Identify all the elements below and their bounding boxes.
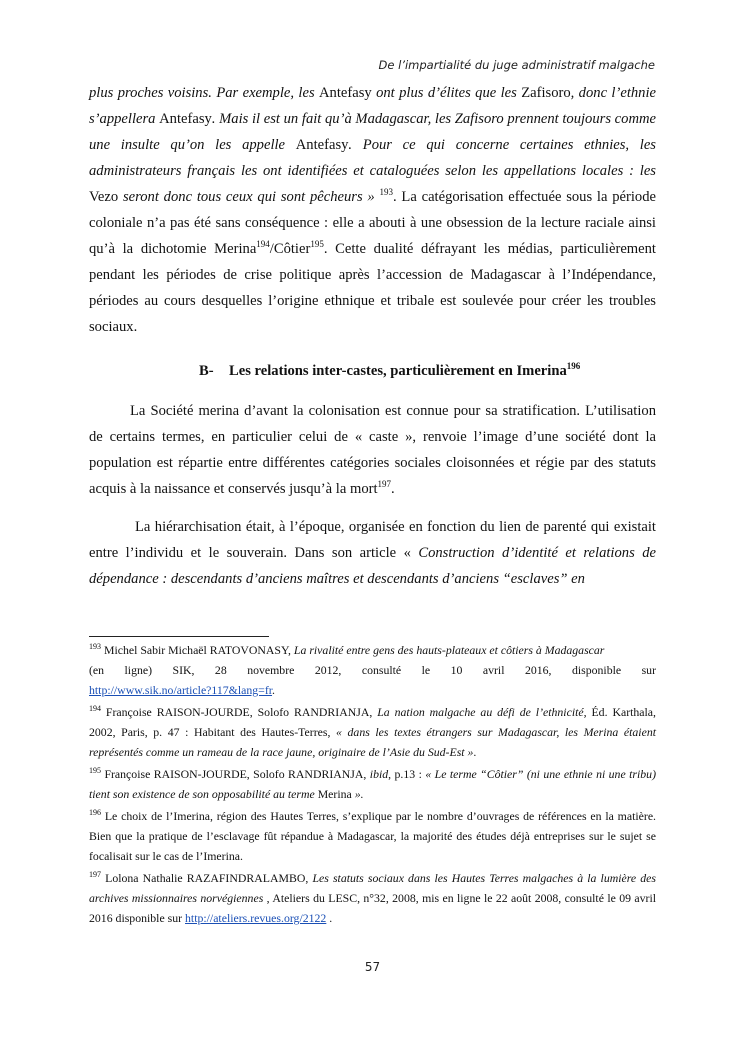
paragraph-1: plus proches voisins. Par exemple, les Antefasy ont plus d’élites que les Zafisoro, donc l’ethnie s’appellera Antefasy. Mais il est un fait qu’à Madagascar, les Zafisoro prennent toujours comme une insulte qu’on les appelle Antefasy. Pour ce qui concerne certaines ethnies, les administrateurs français les ont identifiées et cataloguées selon les appellations locales : les Vezo seront donc tous ceux qui sont pêcheurs » $^{193}$. La catégorisation effectuée sous la période coloniale n’a pas été sans conséquence : elle a abouti à une obsession de la lecture raciale ainsi qu’à la dichotomie Merina$^{194}$/Côtier$^{195}$. Cette dualité défrayant les médias, particulièrement pendant les périodes de crise politique après l’accession de Madagascar à l’Indépendance, périodes au cours desquelles l’origine ethnique et tribale est soulevée pour créer les troubles sociaux.: [89, 85, 657, 335]
paragraph-3: La hiérarchisation était, à l’époque, organisée en fonction du lien de parenté qui existait entre l’individu et le souverain. Dans son article « Construction d’identité et relations de dépendance : descendants d’anciens maîtres et descendants d’anciens “esclaves” en: [89, 519, 656, 587]
footnote-194: $^{194}$ Françoise RAISON-JOURDE, Solofo RANDRIANJA, La nation malgache au défi de l’ethnicité, Éd. Karthala, 2002, Paris, p. 47 : Habitant des Hautes-Terres, « dans les textes étrangers sur Madagascar, les Merina étaient représentés comme un rameau de la race jaune, originaire de l’Asie du Sud-Est ».: [89, 704, 656, 759]
footnote-ref-197[interactable]: 197: [377, 479, 392, 490]
footnote-link-sik[interactable]: http://www.sik.no/article?117&lang=fr: [89, 683, 273, 697]
footnote-ref-195[interactable]: 195: [310, 239, 324, 250]
footnotes: [89, 640, 656, 930]
footnote-link-ateliers[interactable]: http://ateliers.revues.org/2122: [185, 911, 327, 925]
footnote-195: $^{195}$ Françoise RAISON-JOURDE, Solofo RANDRIANJA, ibid, p.13 : « Le terme “Côtier” (ni une ethnie ni une tribu) tient son existence de son opposabilité au terme Merina ».: [89, 766, 656, 801]
paragraph-2: La Société merina d’avant la colonisation est connue pour sa stratification. L’utilisation de certains termes, en particulier celui de « caste », renvoie l’image d’une société dont la population est répartie entre différentes catégories sociales cloisonnées et régie par des statuts acquis à la naissance et conservés jusqu’à la mort$^{197}$.: [89, 403, 656, 497]
main-text: [89, 80, 656, 592]
footnote-ref-193[interactable]: 193: [379, 187, 393, 198]
footnote-196: $^{196}$ Le choix de l’Imerina, région des Hautes Terres, s’explique par le nombre d’ouvrages de références en la matière. Bien que la pratique de l’esclavage fût répandue à Madagascar, la majorité des études déjà entreprises sur le sujet se focalisait sur le cas de l’Imerina.: [89, 808, 657, 863]
page-number: 57: [364, 960, 381, 974]
section-heading: B- Les relations inter-castes, particulièrement en Imerina$^{196}$: [199, 361, 581, 379]
footnote-separator: [89, 636, 269, 637]
running-header: De l’impartialité du juge administratif malgache: [378, 58, 655, 72]
footnote-ref-196[interactable]: 196: [566, 361, 581, 372]
footnote-193: $^{193}$ Michel Sabir Michaël RATOVONASY, La rivalité entre gens des hauts-plateaux et côtiers à Madagascar (en ligne) SIK, 28 novembre 2012, consulté le 10 avril 2016, disponible sur http://www.sik.no/article?117&lang=fr.: [89, 642, 656, 697]
footnote-ref-194[interactable]: 194: [256, 239, 270, 250]
footnote-197: $^{197}$ Lolona Nathalie RAZAFINDRALAMBO, Les statuts sociaux dans les Hautes Terres malgaches à la lumière des archives missionnaires norvégiennes , Ateliers du LESC, n°32, 2008, mis en ligne le 22 août 2008, consulté le 09 avril 2016 disponible sur http://ateliers.revues.org/2122 .: [89, 870, 656, 925]
